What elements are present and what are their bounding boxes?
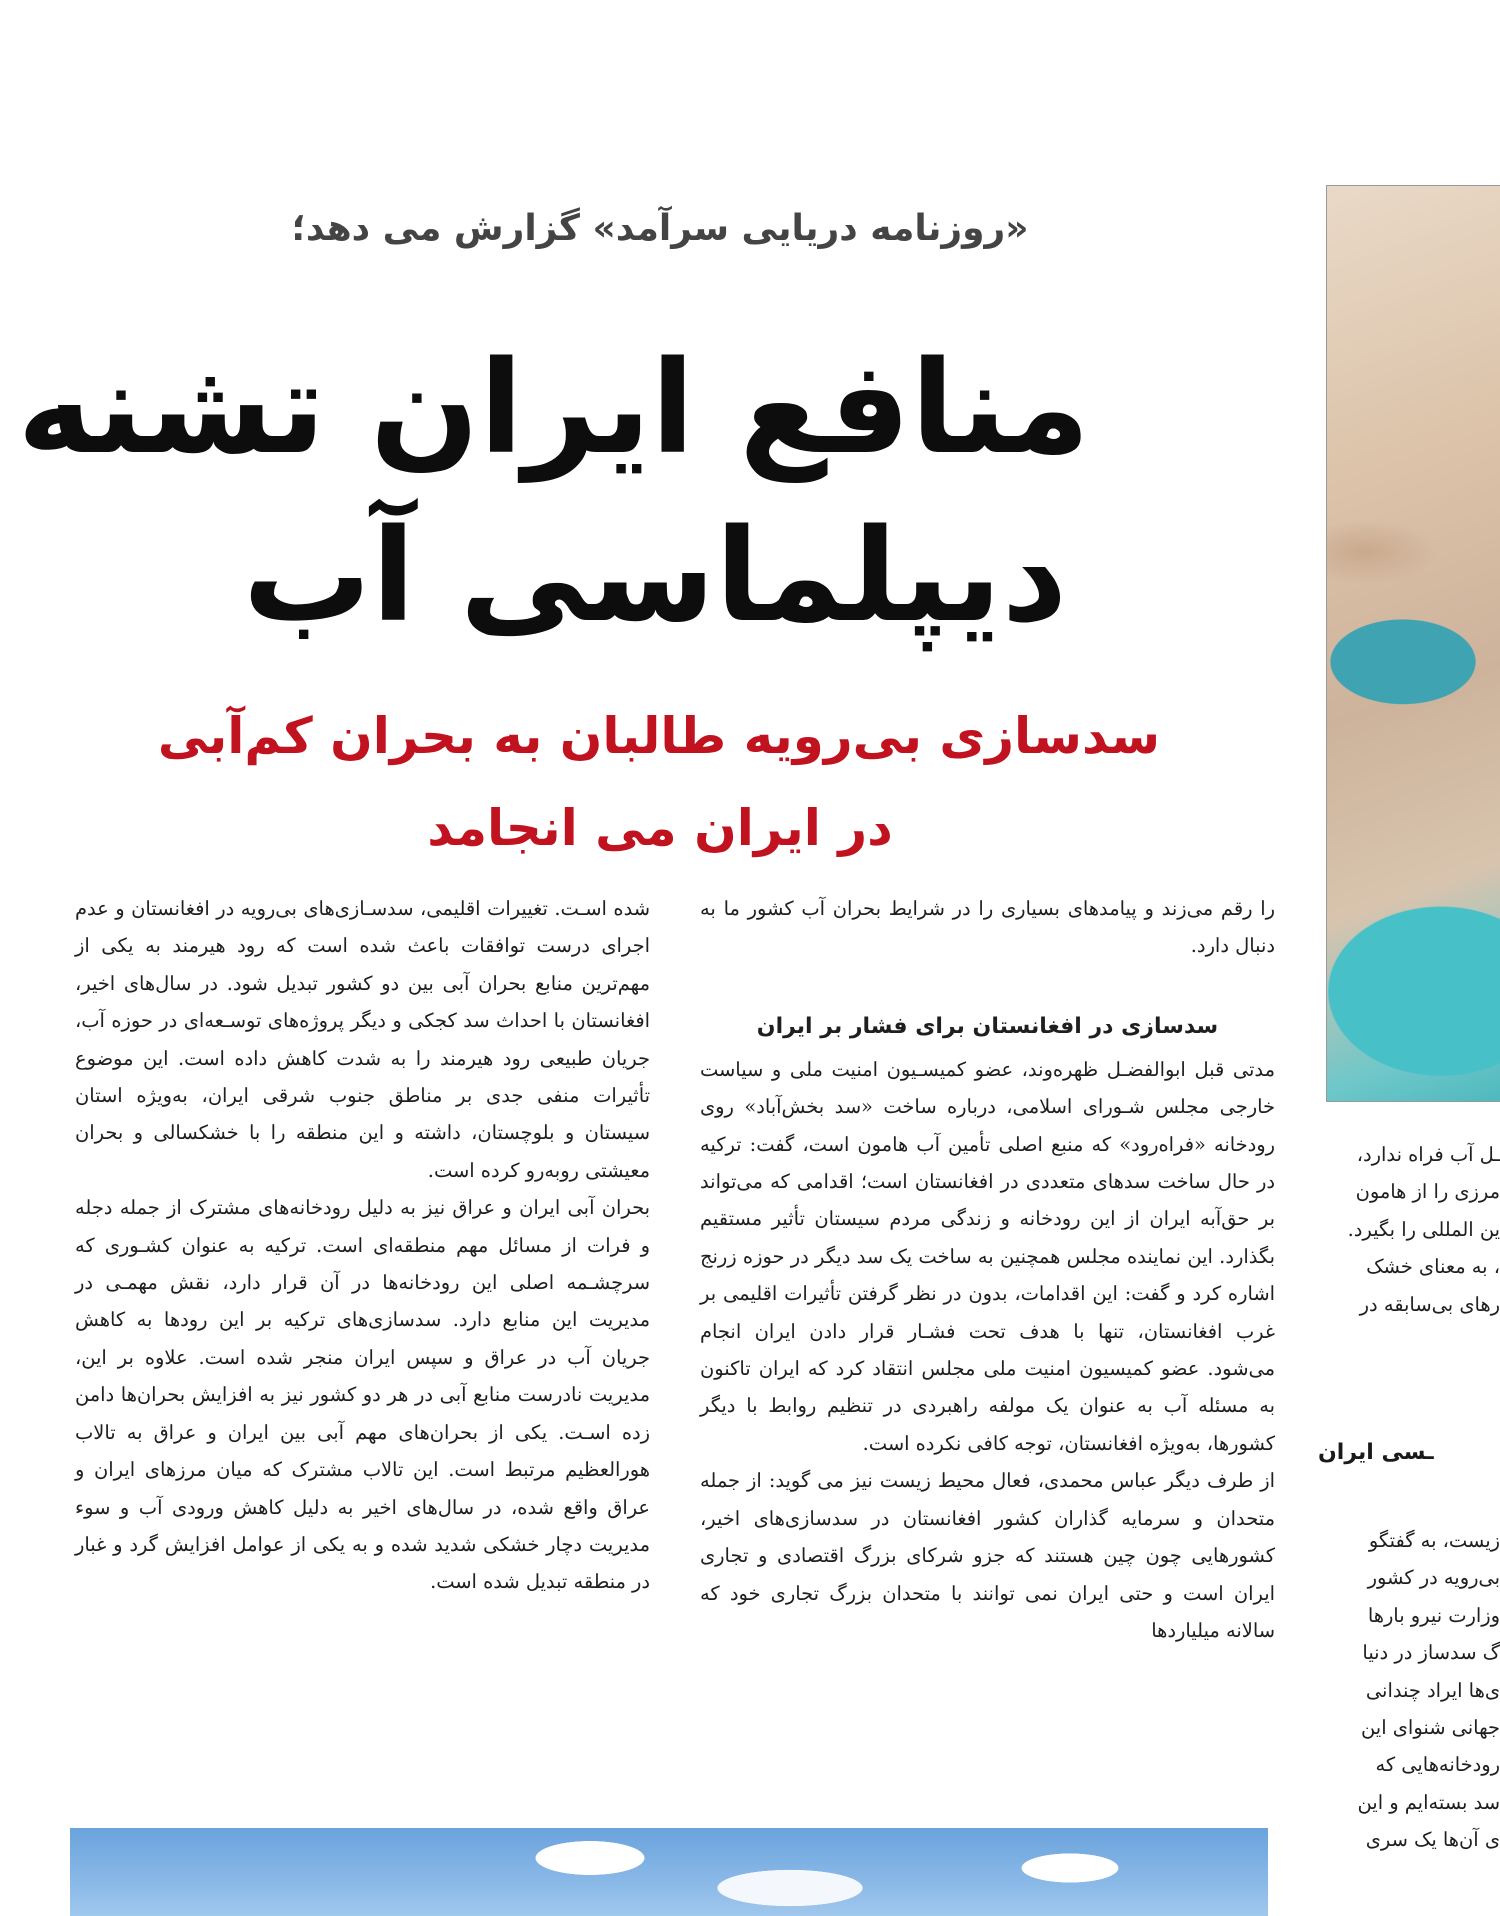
headline bbox=[17, 325, 1090, 661]
right-line: ـل آب فراه ندارد، bbox=[1356, 1143, 1500, 1166]
right-line: ی‌ها ایراد چندانی bbox=[1365, 1678, 1500, 1702]
headline-line-1: منافع ایران تشنه bbox=[17, 334, 1090, 483]
right-line: رودخانه‌هایی که bbox=[1375, 1753, 1500, 1777]
sky-photo bbox=[70, 1828, 1268, 1916]
right-line: وزارت نیرو بارها bbox=[1367, 1603, 1500, 1627]
subheadline-line-1: سدسازی بی‌رویه طالبان به بحران کم‌آبی bbox=[157, 707, 1160, 765]
right-line: رهای بی‌سابقه در bbox=[1359, 1292, 1500, 1316]
article-column-middle bbox=[700, 890, 1275, 1649]
section-heading: سدسازی در افغانستان برای فشار بر ایران bbox=[756, 1013, 1219, 1039]
right-line: ، به معنای خشک bbox=[1366, 1255, 1500, 1279]
article-column-right-bottom bbox=[1318, 1522, 1500, 1859]
right-line: ین المللی را بگیرد. bbox=[1347, 1217, 1500, 1241]
article-column-left bbox=[75, 890, 650, 1601]
left-paragraph-1: شده اسـت. تغییرات اقلیمی، سدسـازی‌های بی‌رویه در افغانستان و عدم اجرای درست توافقات باعث شده است که رود هیرمند به یکی از مهم‌ترین منابع بحران آبی بین دو کشور تبدیل شود. در سال‌های اخیر، افغانستان با احداث سد کجکی و دیگر پروژه‌های توسـعه‌ای در حوزه آب، جریان طبیعی رود هیرمند را به شدت کاهش داده است. این موضوع تأثیرات منفی جدی بر مناطق جنوب شرقی ایران، به‌ویژه استان سیستان و بلوچستان، داشته و این منطقه را با خشکسالی و بحران معیشتی روبه‌رو کرده است. bbox=[75, 897, 650, 1182]
left-paragraph-2: بحران آبی ایران و عراق نیز به دلیل رودخانه‌های مشترک از جمله دجله و فرات از مسائل مهم منطقه‌ای است. ترکیه به عنوان کشـوری که سرچشـمه اصلی این رودخانه‌ها در آن قرار دارد، نقش مهمـی در مدیریت این منابع دارد. سدسازی‌های ترکیه بر این رودها به کاهش جریان آب در عراق و سپس ایران منجر شده است. علاوه بر این، مدیریت نادرست منابع آبی در هر دو کشور نیز به افزایش بحران‌ها دامن زده اسـت. یکی از بحران‌های مهم آبی بین ایران و عراق به تالاب هورالعظیم مرتبط است. این تالاب مشترک که میان مرزهای ایران و عراق واقع شده، در سال‌های اخیر به دلیل کاهش ورودی آب و سوء مدیریت دچار خشکی شدید شده و به یکی از عوامل افزایش گرد و غبار در منطقه تبدیل شده است. bbox=[75, 1196, 650, 1594]
middle-paragraph-1: مدتی قبل ابوالفضـل ظهره‌وند، عضو کمیسـیون امنیت ملی و سیاست خارجی مجلس شـورای اسلامی، درباره ساخت «سد بخش‌آباد» روی رودخانه «فراه‌رود» که منبع اصلی تأمین آب هامون است، گفت: ترکیه در حال ساخت سدهای متعددی در افغانستان است؛ اقدامی که می‌تواند بر حق‌آبه ایران از این رودخانه و زندگی مردم سیستان تأثیر مستقیم بگذارد. این نماینده مجلس همچنین به ساخت یک سد دیگر در حوزه زرنج اشاره کرد و گفت: این اقدامات، بدون در نظر گرفتن تأثیرات اقلیمی بر غرب افغانستان، تنها با هدف تحت فشـار قرار دادن ایران انجام می‌شود. عضو کمیسیون امنیت ملی مجلس انتقاد کرد که ایران تاکنون به مسئله آب به عنوان یک مولفه راهبردی در تنظیم روابط با دیگر کشورها، به‌ویژه افغانستان، توجه کافی نکرده است. bbox=[700, 1057, 1275, 1455]
right-line: مرزی را از هامون bbox=[1355, 1180, 1500, 1204]
subheadline-line-2: در ایران می انجامد bbox=[427, 799, 893, 857]
right-line: زیست، به گفتگو bbox=[1368, 1529, 1500, 1552]
middle-paragraph-2: از طرف دیگر عباس محمدی، فعال محیط زیست نیز می گوید: از جمله متحدان و سرمایه گذاران کشور افغانستان در سدسازی‌های اخیر، کشورهایی چون چین هستند که جزو شرکای بزرگ اقتصادی و تجاری ایران است و حتی ایران نمی توانند با متحدان بزرگ تجاری خود که سالانه میلیاردها bbox=[700, 1469, 1275, 1642]
article-column-right-top bbox=[1318, 1136, 1500, 1323]
dam-aerial-photo bbox=[1326, 185, 1500, 1102]
right-line: گ سدساز در دنیا bbox=[1362, 1641, 1500, 1665]
kicker-line: «روزنامه دریایی سرآمد» گزارش می دهد؛ bbox=[291, 208, 1029, 249]
right-line: ی آن‌ها یک سری bbox=[1365, 1828, 1500, 1852]
right-line: جهانی شنوای این bbox=[1361, 1716, 1500, 1740]
right-section-heading-fragment: ـسی ایران bbox=[1318, 1440, 1434, 1465]
right-line: سد بسته‌ایم و این bbox=[1357, 1790, 1500, 1814]
subheadline bbox=[157, 690, 1160, 874]
headline-line-2: دیپلماسی آب bbox=[242, 502, 1068, 651]
right-line: بی‌رویه در کشور bbox=[1367, 1566, 1500, 1590]
middle-intro-paragraph: را رقم می‌زند و پیامدهای بسیاری را در شرایط بحران آب کشور ما به دنبال دارد. bbox=[700, 897, 1275, 958]
